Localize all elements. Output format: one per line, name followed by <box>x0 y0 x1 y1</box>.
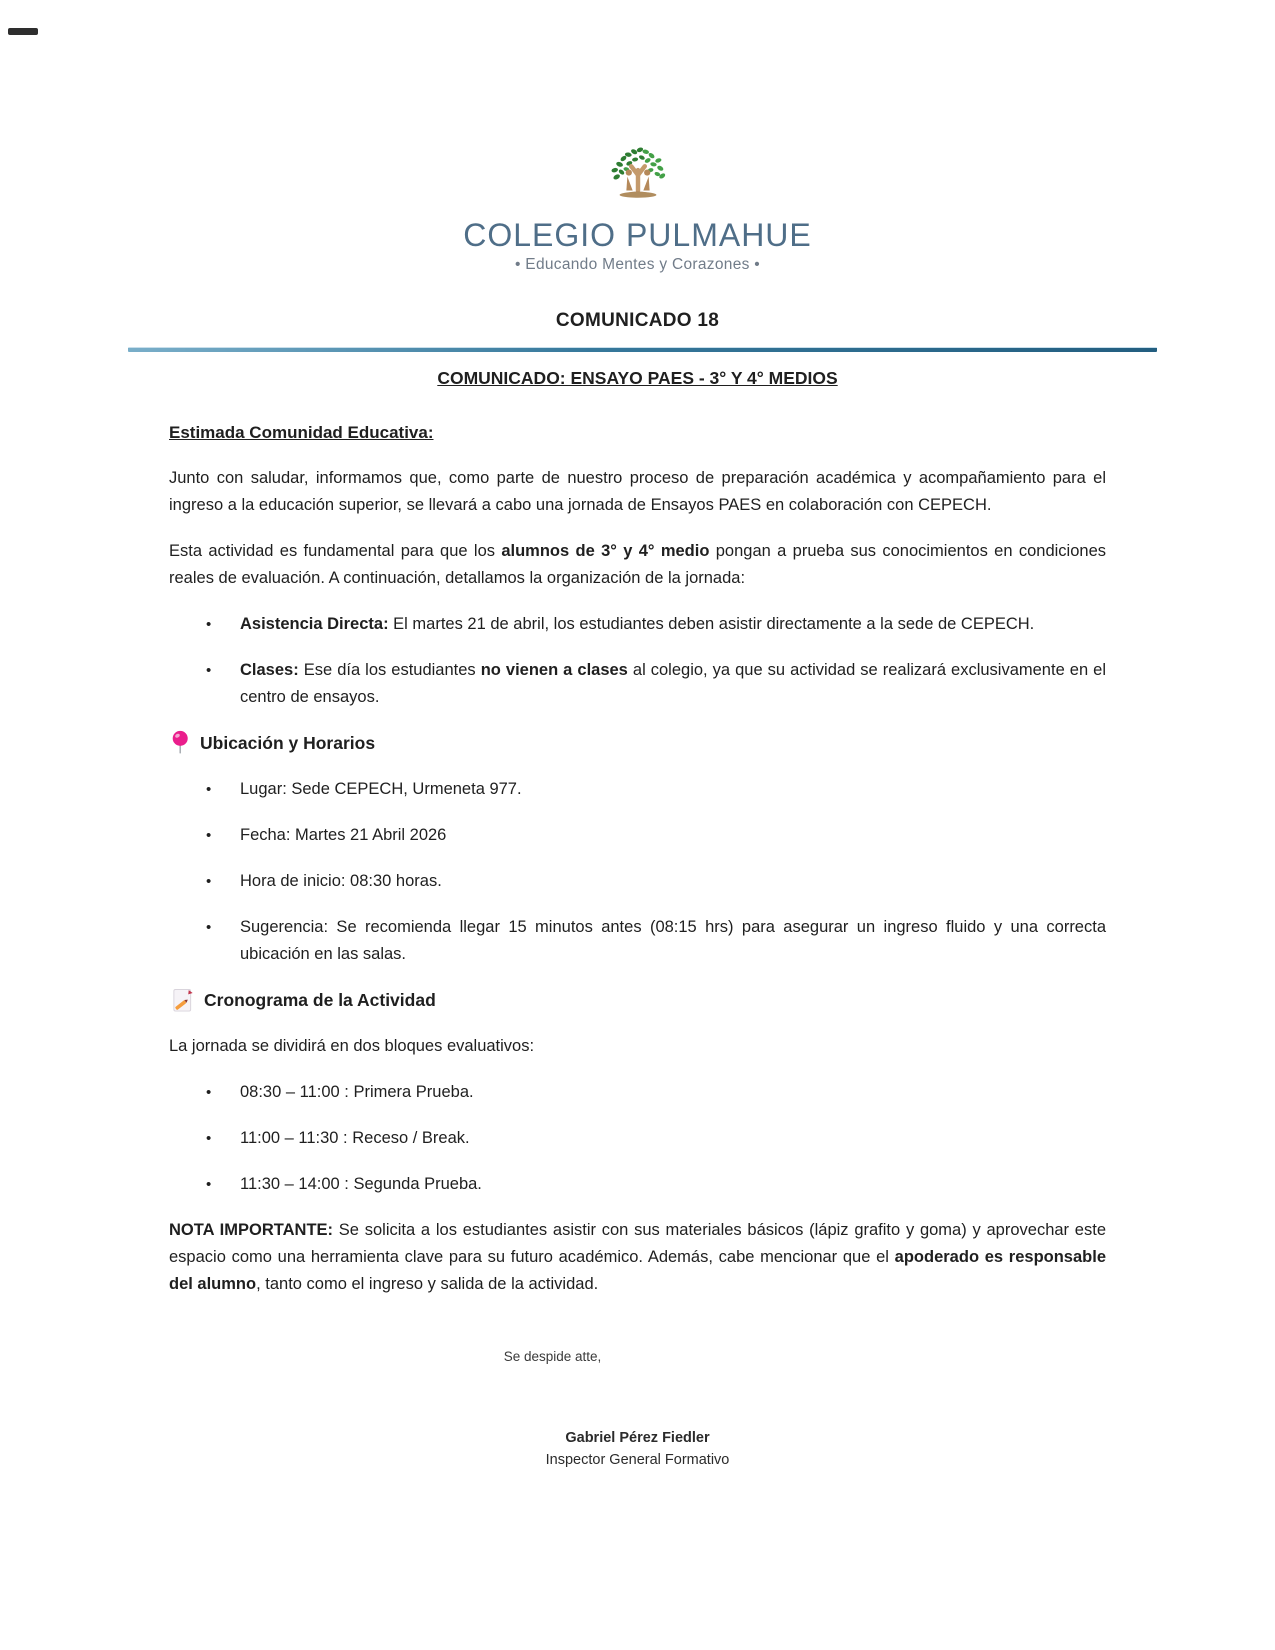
list-item-text: Fecha: Martes 21 Abril 2026 <box>240 826 447 844</box>
list-item-receso <box>169 1125 1106 1152</box>
bullet-icon: • <box>206 1084 212 1101</box>
list-item-lugar <box>169 776 1106 803</box>
bullet-icon: • <box>206 616 212 633</box>
communique-number: COMUNICADO 18 <box>555 310 720 331</box>
list-item-bloque2 <box>169 1171 1106 1198</box>
header-divider <box>128 347 1157 352</box>
list-item-clases <box>169 657 1106 711</box>
memo-icon <box>171 988 194 1013</box>
school-logo <box>169 143 1106 273</box>
list-item-asistencia <box>169 611 1106 638</box>
list-item-text: Clases: Ese día los estudiantes no vienen a clases al colegio, ya que su actividad se realizará exclusivamente en el centro de ensayos. <box>240 661 1106 706</box>
section-title: Cronograma de la Actividad <box>204 990 436 1010</box>
closing-line: Se despide atte, <box>503 1349 602 1364</box>
signature-block <box>169 1427 1106 1471</box>
bullet-icon: • <box>206 781 212 798</box>
list-item-bloque1 <box>169 1079 1106 1106</box>
bullet-icon: • <box>206 919 212 936</box>
tree-icon <box>607 143 669 207</box>
bullet-icon: • <box>206 873 212 890</box>
scan-artifact-dash <box>8 28 38 35</box>
list-item-text: 11:00 – 11:30 : Receso / Break. <box>240 1129 470 1147</box>
schedule-intro: La jornada se dividirá en dos bloques evaluativos: <box>169 1037 535 1055</box>
communique-subject: COMUNICADO: ENSAYO PAES - 3° Y 4° MEDIOS <box>437 368 838 388</box>
bullet-icon: • <box>206 662 212 679</box>
bullet-icon: • <box>206 1176 212 1193</box>
intro-paragraph: Junto con saludar, informamos que, como parte de nuestro proceso de preparación académica y acompañamiento para el ingreso a la educación superior, se llevará a cabo una jornada de Ensayos PAES en colaboración con CEPECH. <box>169 469 1106 514</box>
school-tagline: • Educando Mentes y Corazones • <box>514 256 761 273</box>
list-item-hora <box>169 868 1106 895</box>
list-item-text: Asistencia Directa: El martes 21 de abril, los estudiantes deben asistir directamente a la sede de CEPECH. <box>240 615 1035 633</box>
list-item-text: Sugerencia: Se recomienda llegar 15 minutos antes (08:15 hrs) para asegurar un ingreso fluido y una correcta ubicación en las salas. <box>240 918 1106 963</box>
bullet-icon: • <box>206 1130 212 1147</box>
list-item-fecha <box>169 822 1106 849</box>
list-item-text: Lugar: Sede CEPECH, Urmeneta 977. <box>240 780 522 798</box>
section-ubicacion-header <box>169 730 1106 757</box>
bullet-icon: • <box>206 827 212 844</box>
section-cronograma-header <box>169 987 1106 1014</box>
greeting-line: Estimada Comunidad Educativa: <box>169 423 434 442</box>
important-note: NOTA IMPORTANTE: Se solicita a los estudiantes asistir con sus materiales básicos (lápiz grafito y goma) y aprovechar este espacio como una herramienta clave para su futuro académico. Además, cabe mencionar que el apoderado es responsable del alumno, tanto como el ingreso y salida de la actividad. <box>169 1221 1106 1293</box>
section-title: Ubicación y Horarios <box>200 733 376 753</box>
signer-name: Gabriel Pérez Fiedler <box>565 1430 710 1446</box>
list-item-text: 08:30 – 11:00 : Primera Prueba. <box>240 1083 474 1101</box>
round-pushpin-icon <box>171 730 190 757</box>
context-paragraph: Esta actividad es fundamental para que los alumnos de 3° y 4° medio pongan a prueba sus conocimientos en condiciones reales de evaluación. A continuación, detallamos la organización de la jornada: <box>169 542 1106 587</box>
list-item-text: Hora de inicio: 08:30 horas. <box>240 872 442 890</box>
list-item-text: 11:30 – 14:00 : Segunda Prueba. <box>240 1175 482 1193</box>
school-name: COLEGIO PULMAHUE <box>463 217 812 253</box>
list-item-sugerencia <box>169 914 1106 968</box>
signer-title: Inspector General Formativo <box>545 1452 730 1468</box>
